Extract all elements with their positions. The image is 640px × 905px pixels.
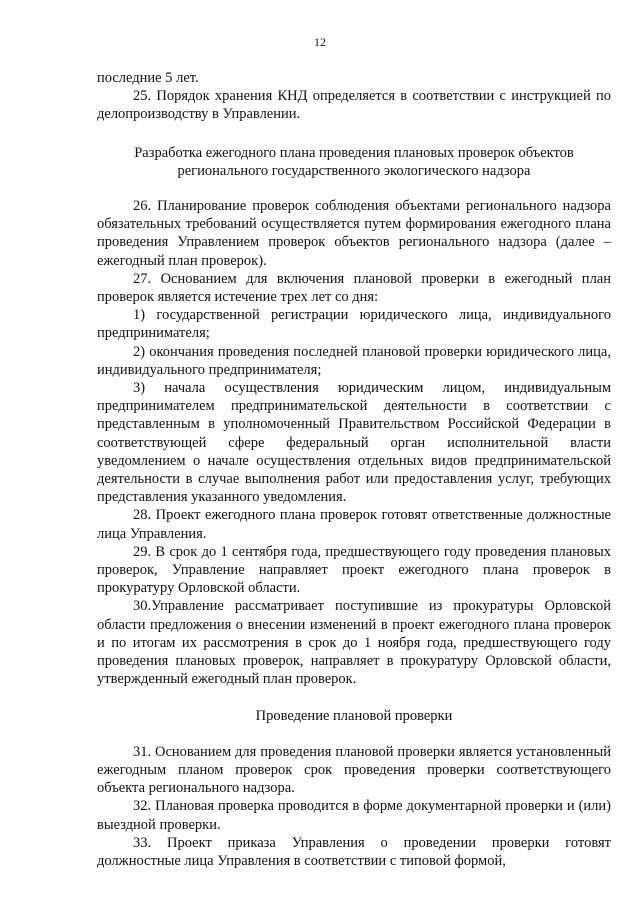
paragraph-27-item-2: 2) окончания проведения последней плановой проверки юридического лица, индивидуального предпринимателя; — [97, 343, 611, 378]
section-heading-inspection: Проведение плановой проверки — [255, 707, 453, 724]
paragraph-31: 31. Основанием для проведения плановой проверки является установленный ежегодным планом проверок срок проведения проверки соответствующего объекта регионального надзора. — [97, 743, 611, 797]
paragraph-33: 33. Проект приказа Управления о проведении проверки готовят должностные лица Управления в соответствии с типовой формой, — [97, 834, 611, 869]
paragraph-28: 28. Проект ежегодного плана проверок готовят ответственные должностные лица Управления. — [97, 507, 611, 542]
section-heading-plan: Разработка ежегодного плана проведения плановых проверок объектов регионального государственного экологического надзора — [134, 144, 574, 179]
section-heading-plan-block — [97, 144, 611, 180]
paragraph-26: 26. Планирование проверок соблюдения объектами регионального надзора обязательных требований осуществляется путем формирования ежегодного плана проведения Управлением проверок объектов регионального надзора (далее – ежегодный план проверок). — [97, 198, 611, 269]
paragraph-32: 32. Плановая проверка проводится в форме документарной проверки и (или) выездной проверки. — [97, 798, 611, 833]
paragraph-29: 29. В срок до 1 сентября года, предшествующего году проведения плановых проверок, Управление направляет проект ежегодного плана проверок в прокуратуру Орловской области. — [97, 543, 611, 597]
section-heading-inspection-block — [97, 707, 611, 725]
page-number: 12 — [314, 35, 326, 49]
document-body — [97, 69, 611, 870]
paragraph-27: 27. Основанием для включения плановой проверки в ежегодный план проверок является истечение трех лет со дня: — [97, 270, 611, 306]
paragraph-27-item-3: 3) начала осуществления юридическим лицом, индивидуальным предпринимателем предпринимательской деятельности в соответствии с представленным в уполномоченный Правительством Российской Федерации в соответствующей сфере федеральный орган исполнительной власти уведомлением о начале осуществления отдельных видов предпринимательской деятельности в случае выполнения работ или предоставления услуг, требующих представления указанного уведомления. — [97, 380, 611, 506]
paragraph-25: 25. Порядок хранения КНД определяется в соответствии с инструкцией по делопроизводству в Управлении. — [97, 88, 611, 123]
paragraph-30: 30.Управление рассматривает поступившие из прокуратуры Орловской области предложения о внесении изменений в проект ежегодного плана проверок и по итогам их рассмотрения в срок до 1 ноября года, предшествующего году проведения плановых проверок, направляет в прокуратуру Орловской области, утвержденный ежегодный план проверок. — [97, 598, 611, 688]
paragraph-intro: последние 5 лет. — [97, 70, 199, 86]
paragraph-27-item-1: 1) государственной регистрации юридического лица, индивидуального предпринимателя; — [97, 307, 611, 342]
